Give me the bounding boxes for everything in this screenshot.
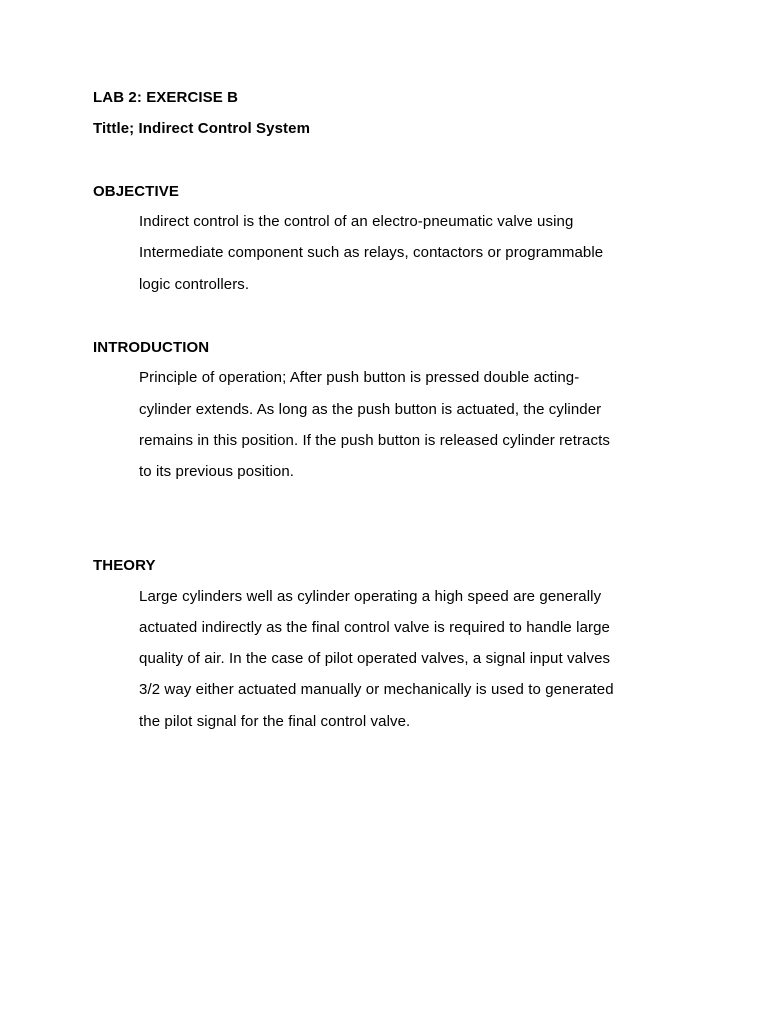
- section-heading-objective: OBJECTIVE: [93, 183, 179, 200]
- theory-line: actuated indirectly as the final control valve is required to handle large: [139, 619, 611, 636]
- section-heading-theory: THEORY: [93, 557, 156, 574]
- theory-line: Large cylinders well as cylinder operating a high speed are generally: [139, 588, 602, 605]
- introduction-line: Principle of operation; After push button is pressed double acting-: [139, 369, 580, 386]
- objective-line: logic controllers.: [139, 276, 250, 293]
- theory-line: quality of air. In the case of pilot operated valves, a signal input valves: [139, 650, 611, 667]
- introduction-line: to its previous position.: [139, 463, 295, 480]
- introduction-line: cylinder extends. As long as the push button is actuated, the cylinder: [139, 401, 602, 418]
- theory-line: 3/2 way either actuated manually or mechanically is used to generated: [139, 681, 614, 698]
- introduction-line: remains in this position. If the push button is released cylinder retracts: [139, 432, 610, 449]
- lab-label: LAB 2: EXERCISE B: [93, 89, 239, 106]
- section-heading-introduction: INTRODUCTION: [93, 339, 210, 356]
- document-title: Tittle; Indirect Control System: [93, 120, 311, 137]
- theory-line: the pilot signal for the final control valve.: [139, 713, 411, 730]
- objective-line: Intermediate component such as relays, contactors or programmable: [139, 244, 604, 261]
- objective-line: Indirect control is the control of an electro-pneumatic valve using: [139, 213, 574, 230]
